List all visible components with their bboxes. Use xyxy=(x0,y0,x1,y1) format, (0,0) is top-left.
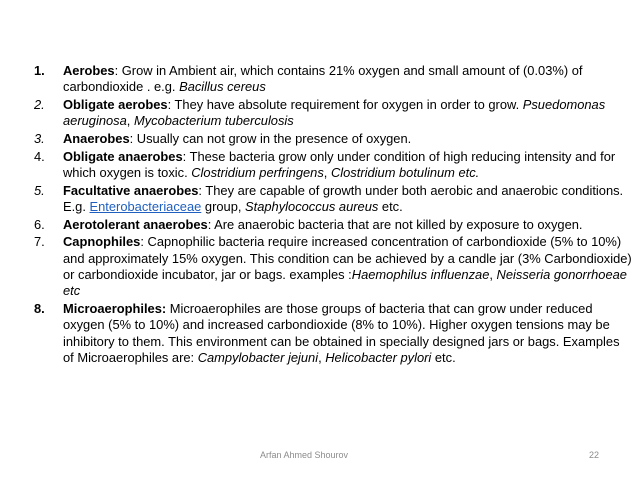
item-term: Capnophiles xyxy=(63,234,141,250)
list-item-anaerobes xyxy=(34,131,632,147)
item-text: Microaerophiles are those groups of bacteria that can grow under reduced oxygen (5% to 10%) and increased carbondioxide (8% to 10%). Higher oxygen tensions may be inhibitory to them. This environment can be obtained in specially designed jars or bags. Examples of Microaerophiles are: xyxy=(63,301,620,366)
item-term: Obligate aerobes xyxy=(63,97,168,112)
item-separator: , xyxy=(318,350,326,366)
item-example: Clostridium perfringens xyxy=(191,165,324,180)
list-item-obligate-aerobes xyxy=(34,97,632,130)
list-item-facultative-anaerobes xyxy=(34,183,632,216)
item-separator: , xyxy=(126,113,134,129)
item-example-2: Helicobacter pylori xyxy=(325,350,432,366)
enterobacteriaceae-link[interactable]: Enterobacteriaceae xyxy=(89,199,202,214)
item-term: Facultative anaerobes xyxy=(63,182,199,198)
item-text-3: etc. xyxy=(378,199,403,214)
item-number: 4. xyxy=(34,148,45,164)
item-example: Bacillus cereus xyxy=(179,79,266,95)
item-text: : They are capable of growth under both aerobic and anaerobic conditions. E.g. xyxy=(63,182,624,214)
item-example-2: Mycobacterium tuberculosis xyxy=(133,113,294,129)
item-text: : Are anaerobic bacteria that are not killed by exposure to oxygen. xyxy=(207,216,583,232)
list-item-microaerophiles xyxy=(34,301,632,367)
item-number: 3. xyxy=(34,131,45,146)
item-number: 8. xyxy=(34,301,45,316)
item-number: 7. xyxy=(34,234,45,250)
item-text-3: etc. xyxy=(431,350,456,366)
item-text-2: group, xyxy=(201,199,246,214)
list-item-aerotolerant-anaerobes xyxy=(34,217,632,233)
item-text: : They have absolute requirement for oxygen in order to grow. xyxy=(167,97,523,112)
list-item-aerobes xyxy=(34,63,632,96)
bacteria-oxygen-list xyxy=(34,63,632,368)
item-example-2: Clostridium botulinum etc. xyxy=(330,165,480,180)
list-item-obligate-anaerobes xyxy=(34,149,632,182)
item-text: : Usually can not grow in the presence of oxygen. xyxy=(129,131,412,146)
item-separator: , xyxy=(489,267,497,282)
item-separator: , xyxy=(323,165,331,180)
footer-author: Arfan Ahmed Shourov xyxy=(260,450,349,460)
item-term: Microaerophiles: xyxy=(63,301,167,316)
item-term: Obligate anaerobes xyxy=(63,148,183,164)
item-example: Staphylococcus aureus xyxy=(245,199,379,214)
item-example: Campylobacter jejuni xyxy=(197,350,319,366)
item-text: : Grow in Ambient air, which contains 21% oxygen and small amount of (0.03%) of carbondioxide . e.g. xyxy=(63,63,583,95)
item-text: : These bacteria grow only under condition of high reducing intensity and for which oxygen is toxic. xyxy=(63,148,616,180)
item-text: : Capnophilic bacteria require increased concentration of carbondioxide (5% to 10%) and approximately 15% oxygen. This condition can be achieved by a candle jar (3% Carbondioxide) or carbondioxide incubator, jar or bags. examples : xyxy=(63,234,632,282)
list-item-capnophiles xyxy=(34,234,632,300)
item-number: 1. xyxy=(34,63,45,78)
item-number: 6. xyxy=(34,216,45,232)
item-number: 5. xyxy=(34,182,45,198)
item-term: Aerotolerant anaerobes xyxy=(63,216,208,232)
item-number: 2. xyxy=(34,97,45,112)
item-term: Anaerobes xyxy=(63,131,130,146)
item-example-2: Neisseria gonorrhoeae etc xyxy=(63,267,627,299)
item-term: Aerobes xyxy=(63,63,115,78)
item-example: Haemophilus influenzae xyxy=(351,267,490,282)
page-number: 22 xyxy=(589,450,600,460)
item-example: Psuedomonas aeruginosa xyxy=(63,97,606,129)
